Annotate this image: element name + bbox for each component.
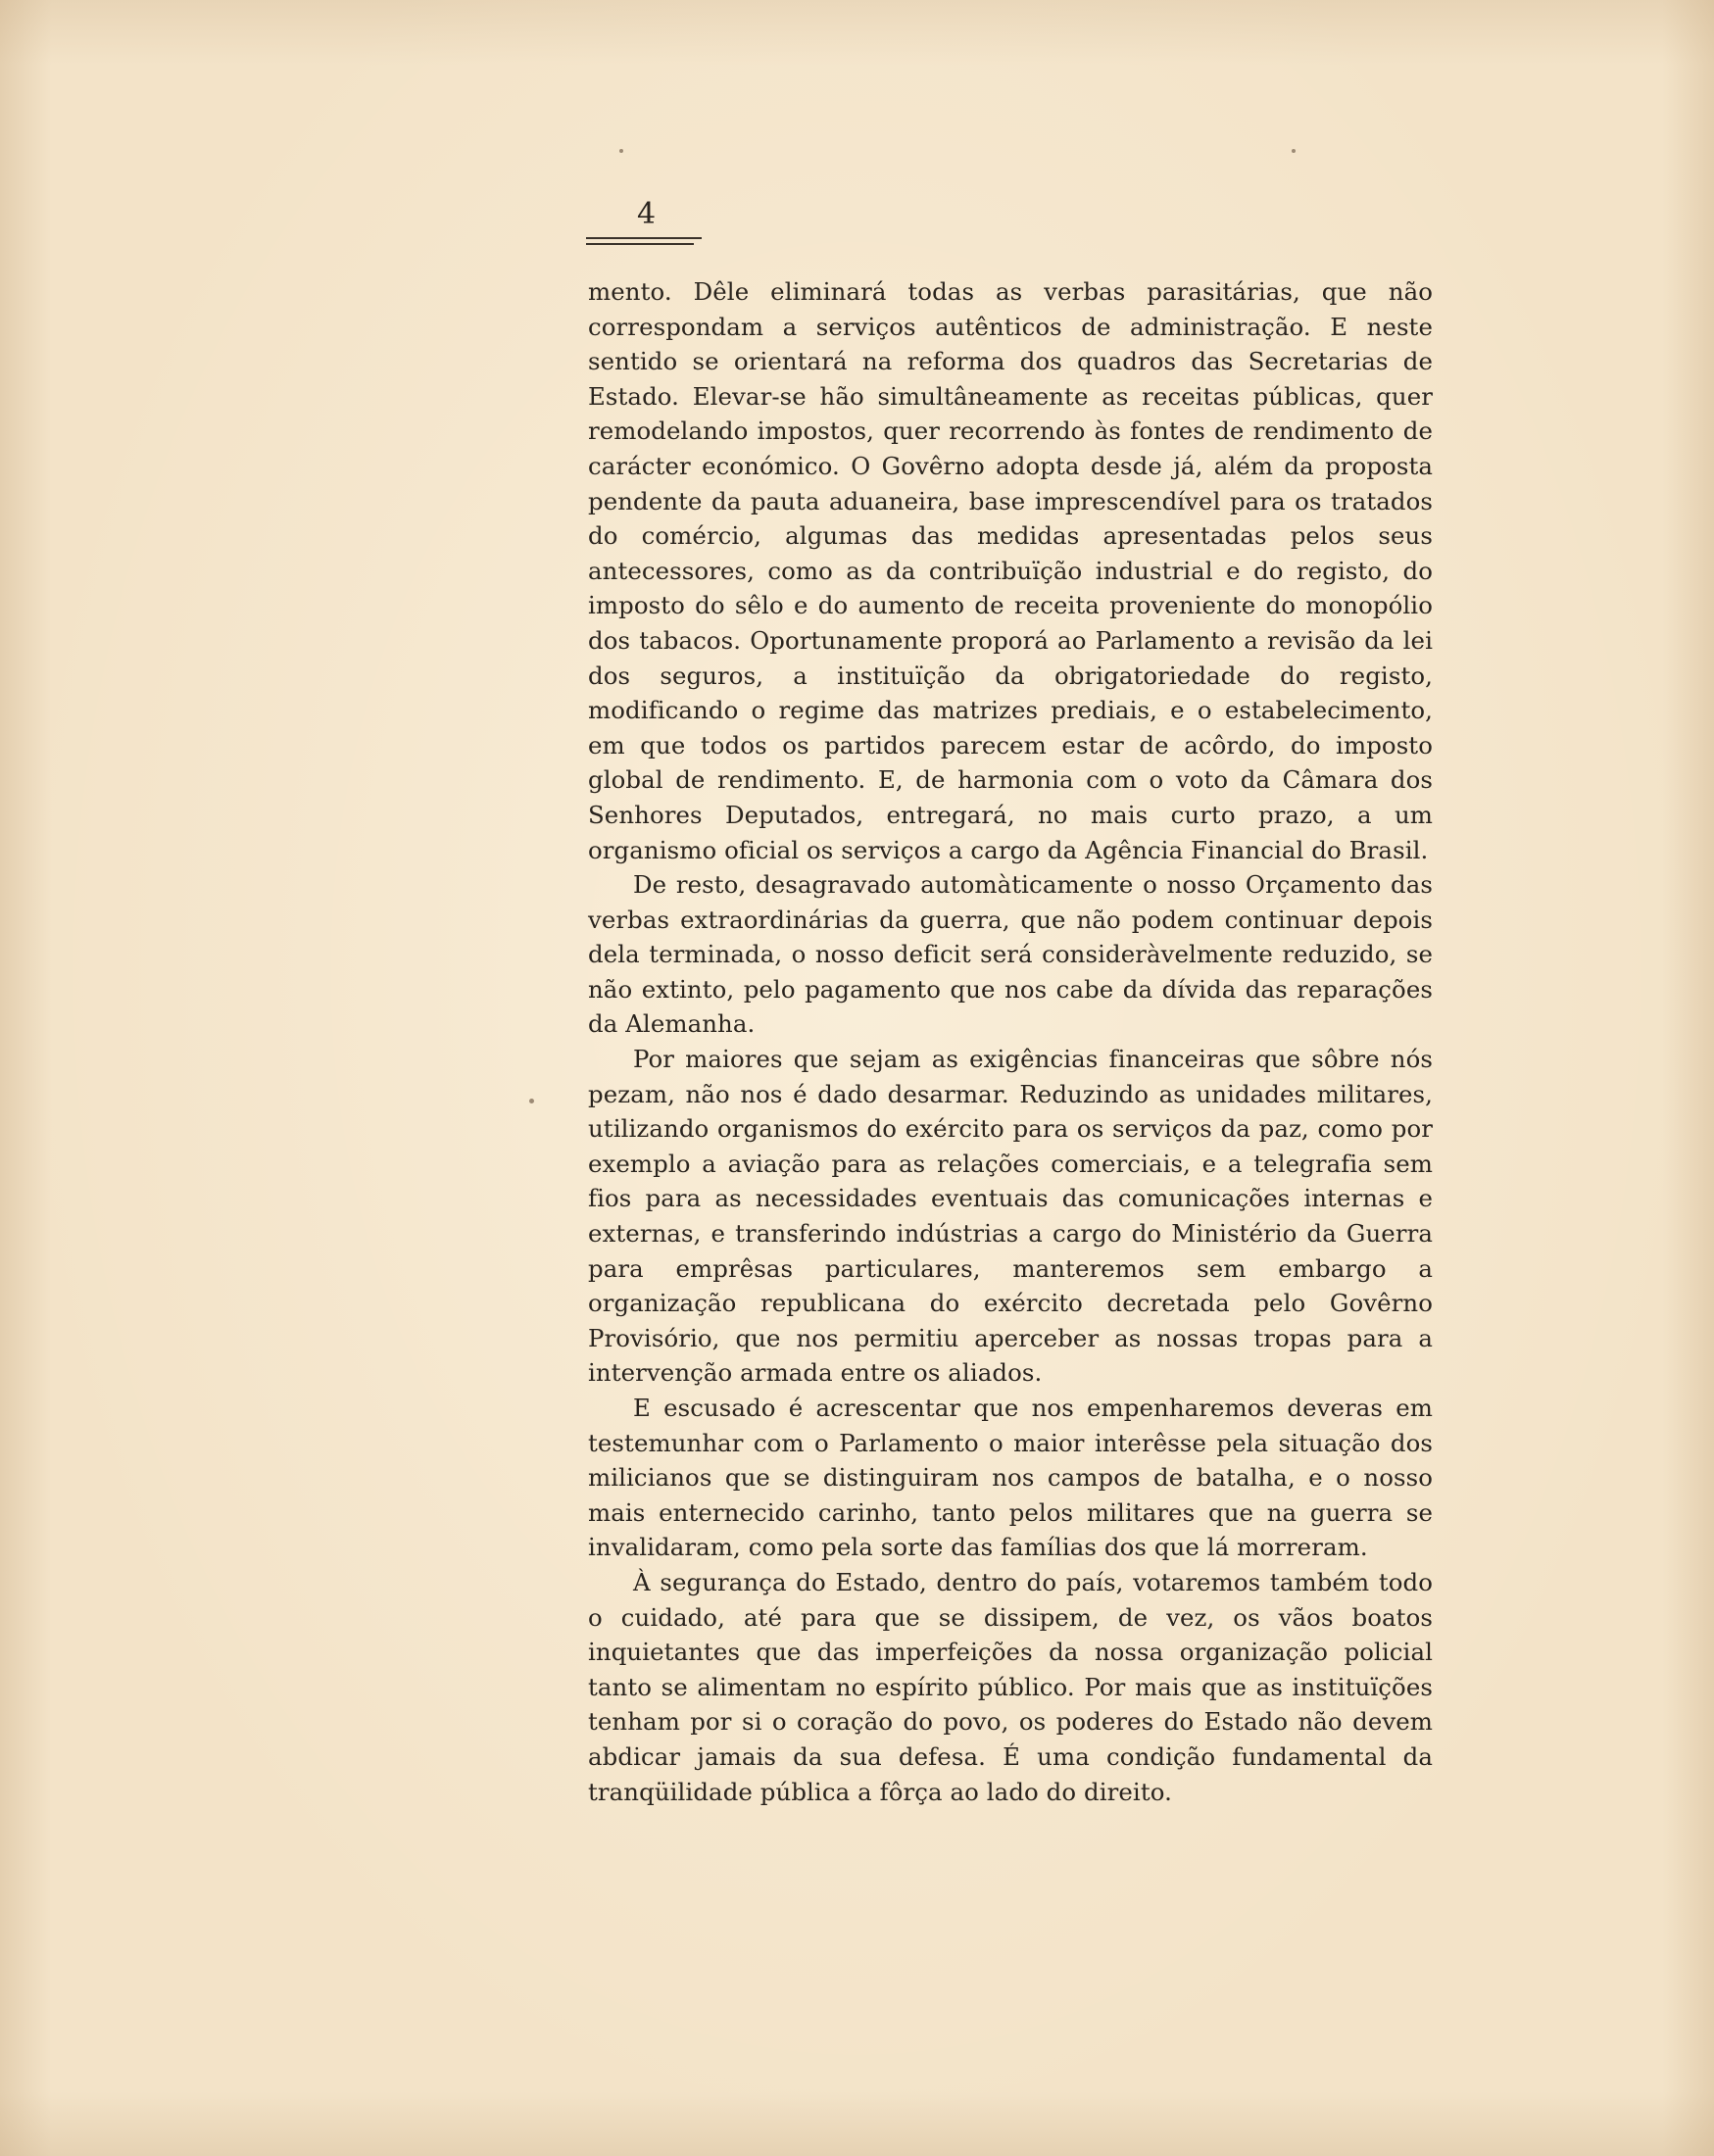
text-body [588,274,1433,1809]
paragraph-military: Por maiores que sejam as exigências financeiras que sôbre nós pezam, não nos é dado desarmar. Reduzindo as unidades militares, utilizando organismos do exército para os serviços da paz, como por exemplo a aviação para as relações comerciais, e a telegrafia sem fios para as necessidades eventuais das comunicações internas e externas, e transferindo indústrias a cargo do Ministério da Guerra para emprêsas particulares, manteremos sem embargo a organização republicana do exército decretada pelo Govêrno Provisório, que nos permitiu aperceber as nossas tropas para a intervenção armada entre os aliados. [588,1045,1433,1388]
paragraph-milicianos: E escusado é acrescentar que nos empenharemos deveras em testemunhar com o Parlamento o maior interêsse pela situação dos milicianos que se distinguiram nos campos de batalha, e o nosso mais enternecido carinho, tanto pelos militares que na guerra se invalidaram, como pela sorte das famílias dos que lá morreram. [588,1394,1433,1562]
page-number-rule [586,237,702,239]
page-number-rule [586,243,694,245]
paragraph-continuation: mento. Dêle eliminará todas as verbas parasitárias, que não correspondam a serviços autênticos de administração. E neste sentido se orientará na reforma dos quadros das Secretarias de Estado. Elevar-se hão simultâneamente as receitas públicas, quer remodelando impostos, quer recorrendo às fontes de rendimento de carácter económico. O Govêrno adopta desde já, além da proposta pendente da pauta aduaneira, base imprescendível para os tratados do comércio, algumas das medidas apresentadas pelos seus antecessores, como as da contribuïção industrial e do registo, do imposto do sêlo e do aumento de receita proveniente do monopólio dos tabacos. Oportunamente proporá ao Parlamento a revisão da lei dos seguros, a instituïção da obrigatoriedade do registo, modificando o regime das matrizes prediais, e o estabelecimento, em que todos os partidos parecem estar de acôrdo, do imposto global de rendimento. E, de harmonia com o voto da Câmara dos Senhores Deputados, entregará, no mais curto prazo, a um organismo oficial os serviços a cargo da Agência Financial do Brasil. [588,277,1433,864]
paragraph-deficit: De resto, desagravado automàticamente o nosso Orçamento das verbas extraordinárias da guerra, que não podem continuar depois dela terminada, o nosso deficit será consideràvelmente reduzido, se não extinto, pelo pagamento que nos cabe da dívida das reparações da Alemanha. [588,870,1433,1039]
page-number: 4 [637,197,657,231]
paper-speck [529,1099,534,1103]
paragraph-security: À segurança do Estado, dentro do país, votaremos também todo o cuidado, até para que se dissipem, de vez, os vãos boatos inquietantes que das imperfeições da nossa organização policial tanto se alimentam no espírito público. Por mais que as instituïções tenham por si o coração do povo, os poderes do Estado não devem abdicar jamais da sua defesa. É uma condição fundamental da tranqüilidade pública a fôrça ao lado do direito. [588,1567,1433,1806]
page-number-block [586,196,704,255]
paper-speck [1292,149,1296,153]
paper-speck [619,149,623,153]
